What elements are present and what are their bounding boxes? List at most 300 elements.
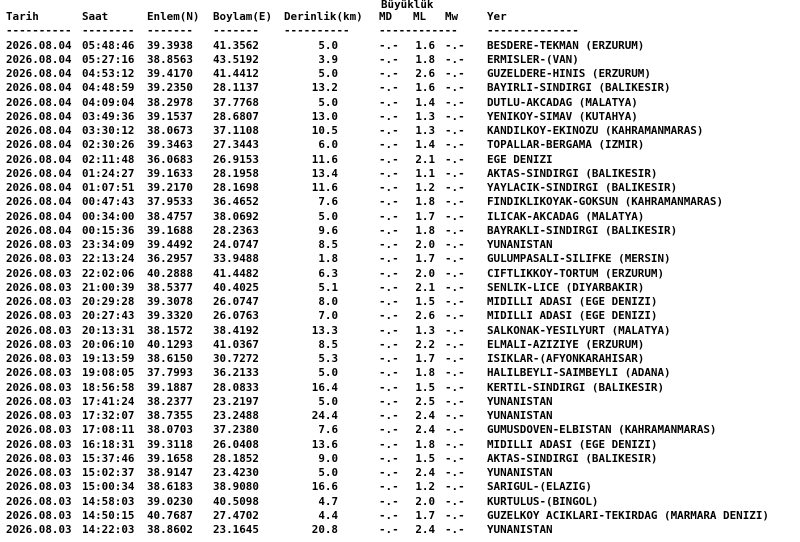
cell-ml: 2.2: [415, 337, 435, 351]
cell-depth: 1.8: [318, 252, 338, 266]
cell-md: -.-: [379, 323, 399, 337]
cell-longitude: 41.0367: [213, 337, 259, 351]
cell-date: 2026.08.04: [6, 181, 72, 194]
cell-ml: 1.2: [415, 480, 435, 494]
cell-ml: 1.2: [415, 181, 435, 194]
cell-mw: -.-: [445, 451, 465, 465]
cell-latitude: 38.0703: [147, 423, 193, 437]
cell-mw: -.-: [445, 238, 465, 251]
cell-date: 2026.08.04: [6, 52, 72, 66]
cell-ml: 1.5: [415, 295, 435, 308]
cell-longitude: 26.0763: [213, 309, 259, 323]
cell-date: 2026.08.03: [6, 295, 72, 308]
cell-mw: -.-: [445, 38, 465, 52]
cell-location: SARIGUL-(ELAZIG): [487, 480, 592, 494]
cell-longitude: 41.4482: [213, 266, 259, 280]
cell-location: GUZELDERE-HINIS (ERZURUM): [487, 67, 651, 80]
cell-time: 04:09:04: [82, 95, 135, 109]
cell-time: 00:34:00: [82, 209, 135, 223]
table-row: [0, 281, 800, 295]
separator-time: --------: [82, 24, 135, 38]
cell-latitude: 38.0673: [147, 124, 193, 137]
cell-longitude: 23.2197: [213, 394, 259, 408]
cell-depth: 13.3: [311, 323, 338, 337]
cell-latitude: 37.7993: [147, 366, 193, 380]
table-row: [0, 224, 800, 238]
cell-location: YUNANISTAN: [487, 523, 553, 536]
cell-ml: 1.4: [415, 138, 435, 152]
cell-location: GUMUSDOVEN-ELBISTAN (KAHRAMANMARAS): [487, 423, 717, 437]
cell-time: 15:02:37: [82, 466, 135, 479]
cell-latitude: 39.1537: [147, 109, 193, 123]
table-row: [0, 124, 800, 138]
cell-md: -.-: [379, 280, 399, 294]
cell-mw: -.-: [445, 380, 465, 394]
cell-date: 2026.08.04: [6, 209, 72, 223]
cell-location: KERTIL-SINDIRGI (BALIKESIR): [487, 380, 665, 394]
table-row: [0, 352, 800, 366]
cell-md: -.-: [379, 466, 399, 479]
cell-location: YUNANISTAN: [487, 466, 553, 479]
cell-depth: 7.6: [318, 423, 338, 437]
cell-mw: -.-: [445, 209, 465, 223]
col-header-latitude: Enlem(N): [147, 10, 200, 23]
cell-ml: 2.1: [415, 280, 435, 294]
cell-latitude: 40.1293: [147, 337, 193, 351]
cell-location: ILICAK-AKCADAG (MALATYA): [487, 209, 645, 223]
cell-location: AKTAS-SINDIRGI (BALIKESIR): [487, 451, 658, 465]
cell-longitude: 27.3443: [213, 138, 259, 152]
table-row: [0, 238, 800, 252]
cell-depth: 3.9: [318, 52, 338, 66]
cell-location: YUNANISTAN: [487, 394, 553, 408]
cell-mw: -.-: [445, 523, 465, 536]
table-row: [0, 39, 800, 53]
cell-ml: 1.8: [415, 52, 435, 66]
cell-location: YAYLACIK-SINDIRGI (BALIKESIR): [487, 181, 678, 194]
cell-longitude: 28.2363: [213, 223, 259, 237]
cell-longitude: 27.4702: [213, 508, 259, 522]
cell-longitude: 36.4652: [213, 195, 259, 209]
cell-ml: 2.6: [415, 309, 435, 323]
cell-time: 15:37:46: [82, 451, 135, 465]
cell-date: 2026.08.03: [6, 394, 72, 408]
cell-ml: 1.8: [415, 437, 435, 451]
col-header-longitude: Boylam(E): [213, 10, 273, 23]
cell-md: -.-: [379, 480, 399, 494]
cell-mw: -.-: [445, 309, 465, 323]
separator-magnitude: ------------: [379, 24, 458, 38]
cell-mw: -.-: [445, 323, 465, 337]
cell-latitude: 39.3078: [147, 295, 193, 308]
cell-date: 2026.08.03: [6, 323, 72, 337]
cell-mw: -.-: [445, 109, 465, 123]
cell-date: 2026.08.04: [6, 166, 72, 180]
col-header-location: Yer: [487, 10, 507, 23]
cell-time: 02:11:48: [82, 152, 135, 166]
table-row: [0, 153, 800, 167]
cell-latitude: 38.2978: [147, 95, 193, 109]
cell-ml: 2.4: [415, 466, 435, 479]
cell-longitude: 30.7272: [213, 352, 259, 365]
cell-mw: -.-: [445, 480, 465, 494]
cell-longitude: 28.1852: [213, 451, 259, 465]
cell-depth: 11.6: [311, 181, 338, 194]
cell-longitude: 28.0833: [213, 380, 259, 394]
cell-date: 2026.08.04: [6, 138, 72, 152]
cell-longitude: 38.9080: [213, 480, 259, 494]
cell-location: YUNANISTAN: [487, 238, 553, 251]
cell-latitude: 39.2170: [147, 181, 193, 194]
cell-depth: 6.3: [318, 266, 338, 280]
cell-longitude: 23.1645: [213, 523, 259, 536]
cell-date: 2026.08.04: [6, 152, 72, 166]
cell-ml: 1.7: [415, 508, 435, 522]
cell-time: 02:30:26: [82, 138, 135, 152]
cell-date: 2026.08.03: [6, 266, 72, 280]
cell-mw: -.-: [445, 352, 465, 365]
cell-longitude: 23.4230: [213, 466, 259, 479]
cell-time: 14:22:03: [82, 523, 135, 536]
cell-depth: 13.6: [311, 437, 338, 451]
table-row: [0, 53, 800, 67]
cell-location: EGE DENIZI: [487, 152, 553, 166]
cell-date: 2026.08.03: [6, 480, 72, 494]
cell-md: -.-: [379, 52, 399, 66]
cell-location: FINDIKLIKOYAK-GOKSUN (KAHRAMANMARAS): [487, 195, 724, 209]
cell-time: 03:49:36: [82, 109, 135, 123]
table-row: [0, 523, 800, 537]
cell-longitude: 33.9488: [213, 252, 259, 266]
cell-md: -.-: [379, 352, 399, 365]
cell-latitude: 38.4757: [147, 209, 193, 223]
cell-depth: 5.0: [318, 366, 338, 380]
cell-ml: 2.0: [415, 238, 435, 251]
cell-location: SALKONAK-YESILYURT (MALATYA): [487, 323, 671, 337]
cell-depth: 10.5: [311, 124, 338, 137]
cell-mw: -.-: [445, 223, 465, 237]
cell-longitude: 26.0747: [213, 295, 259, 308]
cell-date: 2026.08.04: [6, 109, 72, 123]
cell-md: -.-: [379, 309, 399, 323]
cell-time: 14:58:03: [82, 494, 135, 508]
cell-ml: 1.7: [415, 252, 435, 266]
cell-time: 20:29:28: [82, 295, 135, 308]
cell-depth: 9.0: [318, 451, 338, 465]
cell-location: MIDILLI ADASI (EGE DENIZI): [487, 309, 658, 323]
col-header-depth: Derinlik(km): [284, 10, 363, 23]
table-row: [0, 466, 800, 480]
cell-time: 20:27:43: [82, 309, 135, 323]
cell-date: 2026.08.03: [6, 437, 72, 451]
cell-latitude: 39.4170: [147, 67, 193, 80]
cell-depth: 7.6: [318, 195, 338, 209]
cell-latitude: 39.1887: [147, 380, 193, 394]
cell-latitude: 39.4492: [147, 238, 193, 251]
table-row: [0, 495, 800, 509]
col-header-time: Saat: [82, 10, 109, 23]
cell-ml: 1.6: [415, 81, 435, 95]
cell-md: -.-: [379, 337, 399, 351]
cell-ml: 1.8: [415, 366, 435, 380]
cell-date: 2026.08.03: [6, 309, 72, 323]
cell-md: -.-: [379, 152, 399, 166]
cell-longitude: 37.1108: [213, 124, 259, 137]
table-row: [0, 509, 800, 523]
table-row: [0, 210, 800, 224]
cell-depth: 8.0: [318, 295, 338, 308]
cell-mw: -.-: [445, 280, 465, 294]
cell-time: 03:30:12: [82, 124, 135, 137]
table-row: [0, 110, 800, 124]
cell-md: -.-: [379, 166, 399, 180]
cell-time: 20:06:10: [82, 337, 135, 351]
cell-location: YENIKOY-SIMAV (KUTAHYA): [487, 109, 638, 123]
cell-md: -.-: [379, 252, 399, 266]
cell-date: 2026.08.03: [6, 494, 72, 508]
cell-ml: 2.5: [415, 394, 435, 408]
cell-date: 2026.08.03: [6, 423, 72, 437]
cell-depth: 13.2: [311, 81, 338, 95]
earthquake-rows: [0, 39, 800, 538]
cell-ml: 2.0: [415, 494, 435, 508]
cell-location: KURTULUS-(BINGOL): [487, 494, 599, 508]
cell-ml: 1.1: [415, 166, 435, 180]
table-row: [0, 480, 800, 494]
cell-mw: -.-: [445, 466, 465, 479]
cell-mw: -.-: [445, 95, 465, 109]
cell-time: 22:13:24: [82, 252, 135, 266]
cell-time: 01:24:27: [82, 166, 135, 180]
cell-depth: 16.6: [311, 480, 338, 494]
separator-longitude: -------: [213, 24, 259, 38]
cell-md: -.-: [379, 109, 399, 123]
cell-ml: 1.3: [415, 109, 435, 123]
cell-depth: 5.0: [318, 38, 338, 52]
cell-ml: 2.4: [415, 409, 435, 422]
cell-md: -.-: [379, 81, 399, 95]
cell-md: -.-: [379, 181, 399, 194]
cell-mw: -.-: [445, 152, 465, 166]
cell-time: 16:18:31: [82, 437, 135, 451]
cell-latitude: 38.6183: [147, 480, 193, 494]
cell-md: -.-: [379, 523, 399, 536]
cell-time: 18:56:58: [82, 380, 135, 394]
cell-longitude: 38.4192: [213, 323, 259, 337]
cell-mw: -.-: [445, 52, 465, 66]
cell-mw: -.-: [445, 295, 465, 308]
cell-ml: 1.8: [415, 223, 435, 237]
cell-mw: -.-: [445, 266, 465, 280]
table-row: [0, 252, 800, 266]
cell-depth: 5.0: [318, 466, 338, 479]
cell-location: AKTAS-SINDIRGI (BALIKESIR): [487, 166, 658, 180]
cell-time: 15:00:34: [82, 480, 135, 494]
cell-ml: 1.7: [415, 352, 435, 365]
cell-latitude: 40.2888: [147, 266, 193, 280]
cell-ml: 1.7: [415, 209, 435, 223]
cell-longitude: 36.2133: [213, 366, 259, 380]
cell-location: ERMISLER-(VAN): [487, 52, 579, 66]
cell-longitude: 24.0747: [213, 238, 259, 251]
cell-mw: -.-: [445, 124, 465, 137]
cell-location: KANDILKOY-EKINOZU (KAHRAMANMARAS): [487, 124, 704, 137]
cell-latitude: 39.1658: [147, 451, 193, 465]
cell-date: 2026.08.03: [6, 280, 72, 294]
cell-ml: 1.6: [415, 38, 435, 52]
cell-location: CIFTLIKKOY-TORTUM (ERZURUM): [487, 266, 665, 280]
cell-location: HALILBEYLI-SAIMBEYLI (ADANA): [487, 366, 671, 380]
separator-depth: ----------: [284, 24, 350, 38]
table-row: [0, 138, 800, 152]
cell-date: 2026.08.03: [6, 451, 72, 465]
cell-date: 2026.08.03: [6, 380, 72, 394]
cell-depth: 16.4: [311, 380, 338, 394]
cell-md: -.-: [379, 266, 399, 280]
cell-location: ELMALI-AZIZIYE (ERZURUM): [487, 337, 645, 351]
cell-mw: -.-: [445, 195, 465, 209]
cell-location: MIDILLI ADASI (EGE DENIZI): [487, 295, 658, 308]
cell-longitude: 28.1698: [213, 181, 259, 194]
cell-date: 2026.08.03: [6, 352, 72, 365]
col-header-ml: ML: [413, 10, 427, 23]
cell-mw: -.-: [445, 252, 465, 266]
cell-location: SENLIK-LICE (DIYARBAKIR): [487, 280, 645, 294]
cell-md: -.-: [379, 238, 399, 251]
cell-date: 2026.08.03: [6, 252, 72, 266]
cell-md: -.-: [379, 138, 399, 152]
cell-latitude: 39.3463: [147, 138, 193, 152]
cell-longitude: 26.0408: [213, 437, 259, 451]
cell-longitude: 40.5098: [213, 494, 259, 508]
cell-ml: 1.3: [415, 124, 435, 137]
cell-md: -.-: [379, 380, 399, 394]
cell-mw: -.-: [445, 394, 465, 408]
cell-md: -.-: [379, 209, 399, 223]
cell-date: 2026.08.04: [6, 95, 72, 109]
cell-depth: 13.0: [311, 109, 338, 123]
table-row: [0, 167, 800, 181]
cell-latitude: 37.9533: [147, 195, 193, 209]
cell-md: -.-: [379, 409, 399, 422]
cell-depth: 5.0: [318, 95, 338, 109]
cell-time: 17:41:24: [82, 394, 135, 408]
cell-latitude: 38.1572: [147, 323, 193, 337]
cell-date: 2026.08.04: [6, 38, 72, 52]
table-row: [0, 181, 800, 195]
magnitude-group-title: Büyüklük: [381, 0, 434, 11]
cell-date: 2026.08.04: [6, 223, 72, 237]
cell-longitude: 26.9153: [213, 152, 259, 166]
cell-latitude: 38.5377: [147, 280, 193, 294]
cell-time: 19:08:05: [82, 366, 135, 380]
cell-ml: 1.5: [415, 451, 435, 465]
table-row: [0, 67, 800, 81]
cell-md: -.-: [379, 423, 399, 437]
cell-latitude: 39.3320: [147, 309, 193, 323]
cell-ml: 1.8: [415, 195, 435, 209]
cell-mw: -.-: [445, 138, 465, 152]
cell-ml: 2.4: [415, 423, 435, 437]
cell-mw: -.-: [445, 494, 465, 508]
cell-mw: -.-: [445, 409, 465, 422]
cell-longitude: 40.4025: [213, 280, 259, 294]
cell-depth: 4.4: [318, 508, 338, 522]
cell-latitude: 36.2957: [147, 252, 193, 266]
cell-time: 14:50:15: [82, 508, 135, 522]
table-row: [0, 409, 800, 423]
cell-latitude: 38.2377: [147, 394, 193, 408]
cell-date: 2026.08.04: [6, 195, 72, 209]
separator-location: --------------: [487, 24, 579, 38]
cell-depth: 11.6: [311, 152, 338, 166]
cell-depth: 4.7: [318, 494, 338, 508]
cell-longitude: 41.3562: [213, 38, 259, 52]
cell-location: GULUMPASALI-SILIFKE (MERSIN): [487, 252, 671, 266]
cell-location: YUNANISTAN: [487, 409, 553, 422]
cell-latitude: 38.8602: [147, 523, 193, 536]
cell-location: BESDERE-TEKMAN (ERZURUM): [487, 38, 645, 52]
cell-depth: 20.8: [311, 523, 338, 536]
cell-mw: -.-: [445, 81, 465, 95]
cell-time: 17:32:07: [82, 409, 135, 422]
cell-time: 00:47:43: [82, 195, 135, 209]
cell-md: -.-: [379, 437, 399, 451]
cell-ml: 2.4: [415, 523, 435, 536]
table-row: [0, 96, 800, 110]
cell-latitude: 38.7355: [147, 409, 193, 422]
cell-depth: 24.4: [311, 409, 338, 422]
cell-depth: 5.3: [318, 352, 338, 365]
cell-date: 2026.08.04: [6, 124, 72, 137]
cell-longitude: 38.0692: [213, 209, 259, 223]
cell-md: -.-: [379, 95, 399, 109]
cell-latitude: 39.1633: [147, 166, 193, 180]
cell-time: 20:13:31: [82, 323, 135, 337]
cell-depth: 5.1: [318, 280, 338, 294]
cell-longitude: 28.1958: [213, 166, 259, 180]
table-row: [0, 423, 800, 437]
cell-location: TOPALLAR-BERGAMA (IZMIR): [487, 138, 645, 152]
cell-mw: -.-: [445, 366, 465, 380]
cell-md: -.-: [379, 67, 399, 80]
cell-time: 04:53:12: [82, 67, 135, 80]
cell-ml: 2.6: [415, 67, 435, 80]
header-group-row: [0, 0, 800, 10]
cell-depth: 13.4: [311, 166, 338, 180]
cell-ml: 1.4: [415, 95, 435, 109]
cell-date: 2026.08.03: [6, 366, 72, 380]
cell-mw: -.-: [445, 181, 465, 194]
cell-md: -.-: [379, 195, 399, 209]
cell-latitude: 39.3118: [147, 437, 193, 451]
separator-date: ----------: [6, 24, 72, 38]
table-row: [0, 81, 800, 95]
cell-depth: 8.5: [318, 337, 338, 351]
cell-longitude: 23.2488: [213, 409, 259, 422]
cell-latitude: 36.0683: [147, 152, 193, 166]
cell-date: 2026.08.03: [6, 409, 72, 422]
cell-location: DUTLU-AKCADAG (MALATYA): [487, 95, 638, 109]
cell-depth: 5.0: [318, 209, 338, 223]
cell-longitude: 41.4412: [213, 67, 259, 80]
cell-md: -.-: [379, 394, 399, 408]
cell-location: GUZELKOY ACIKLARI-TEKIRDAG (MARMARA DENIZI): [487, 508, 769, 522]
col-header-mw: Mw: [445, 10, 459, 23]
cell-latitude: 38.6150: [147, 352, 193, 365]
cell-depth: 6.0: [318, 138, 338, 152]
table-row: [0, 324, 800, 338]
